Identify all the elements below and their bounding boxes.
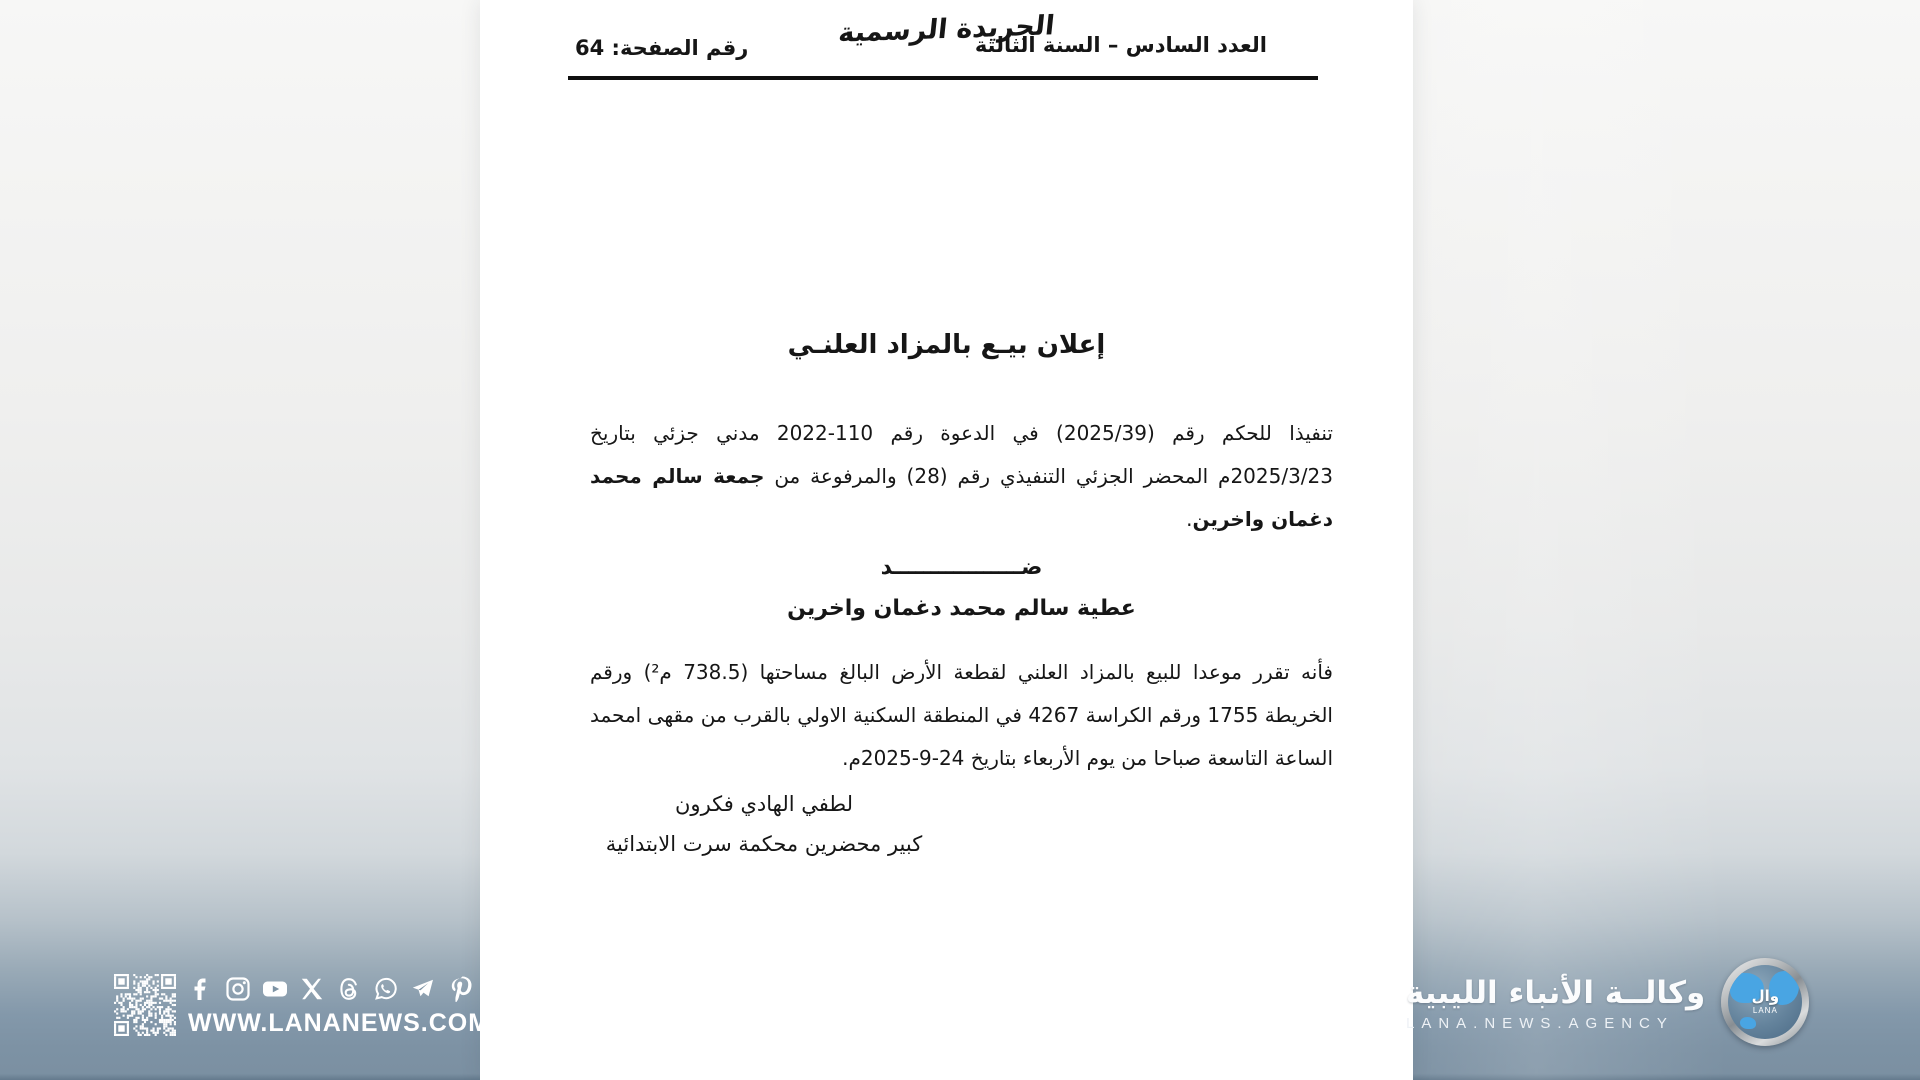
x-twitter-icon[interactable] [299, 976, 325, 1002]
lana-logo-globe [1728, 965, 1802, 1039]
logo-text-english: LANA [1752, 1006, 1778, 1015]
signature-block [573, 784, 955, 864]
agency-name-arabic: وكالــة الأنباء الليبية [1406, 974, 1706, 1011]
telegram-icon[interactable] [410, 976, 436, 1002]
header-divider-rule [568, 76, 1318, 80]
document-body [590, 412, 1333, 972]
social-icons-row [188, 974, 490, 1004]
instagram-icon[interactable] [225, 976, 251, 1002]
paragraph-case-details [590, 412, 1333, 541]
bailiff-name: لطفي الهادي فكرون [675, 792, 853, 816]
paragraph-auction-details: فأنه تقرر موعدا للبيع بالمزاد العلني لقطعة الأرض البالغ مساحتها (738.5 م²) ورقم الخريطة 1755 ورقم الكراسة 4267 في المنطقة السكنية الاولي بالقرب من مقهى امحمد الساعة التاسعة صباحا من يوم الأربعاء بتاريخ 24-9-2025م. [590, 660, 1333, 770]
gazette-page-number: رقم الصفحة: 64 [575, 36, 749, 60]
threads-icon[interactable] [336, 976, 362, 1002]
agency-branding-block [1406, 958, 1809, 1046]
globe-landmass-icon [1740, 1017, 1756, 1029]
logo-text-arabic: وال [1751, 987, 1780, 1005]
gazette-issue-info: العدد السادس – السنة الثالثة [974, 33, 1267, 57]
qr-code-icon[interactable] [114, 974, 176, 1036]
auction-announcement-title: إعلان بيـع بالمزاد العلنـي [787, 330, 1106, 360]
pinterest-icon[interactable] [447, 976, 473, 1002]
agency-name-english: LANA.NEWS.AGENCY [1406, 1014, 1674, 1032]
plaintiff-name: جمعة سالم محمد دغمان واخرين [590, 464, 1333, 531]
case-details-text: تنفيذا للحكم رقم (2025/39) في الدعوة رقم 110-2022 مدني جزئي بتاريخ 2025/3/23م المحضر الجزئي التنفيذي رقم (28) والمرفوعة من [590, 421, 1334, 488]
gazette-document-page [480, 0, 1413, 1080]
gazette-masthead-logo: الجريدة الرسمية [836, 10, 1057, 49]
lana-agency-logo [1721, 958, 1809, 1046]
facebook-icon[interactable] [188, 976, 214, 1002]
case-details-period: . [1186, 507, 1193, 531]
website-link[interactable]: WWW.LANANEWS.COM [188, 1009, 491, 1037]
versus-label: ضـــــــــــــــــد [880, 555, 1043, 580]
bailiff-title: كبير محضرين محكمة سرت الابتدائية [605, 832, 923, 856]
whatsapp-icon[interactable] [373, 976, 399, 1002]
social-media-block [114, 974, 490, 1038]
defendant-name: عطية سالم محمد دغمان واخرين [787, 596, 1136, 621]
youtube-icon[interactable] [262, 976, 288, 1002]
